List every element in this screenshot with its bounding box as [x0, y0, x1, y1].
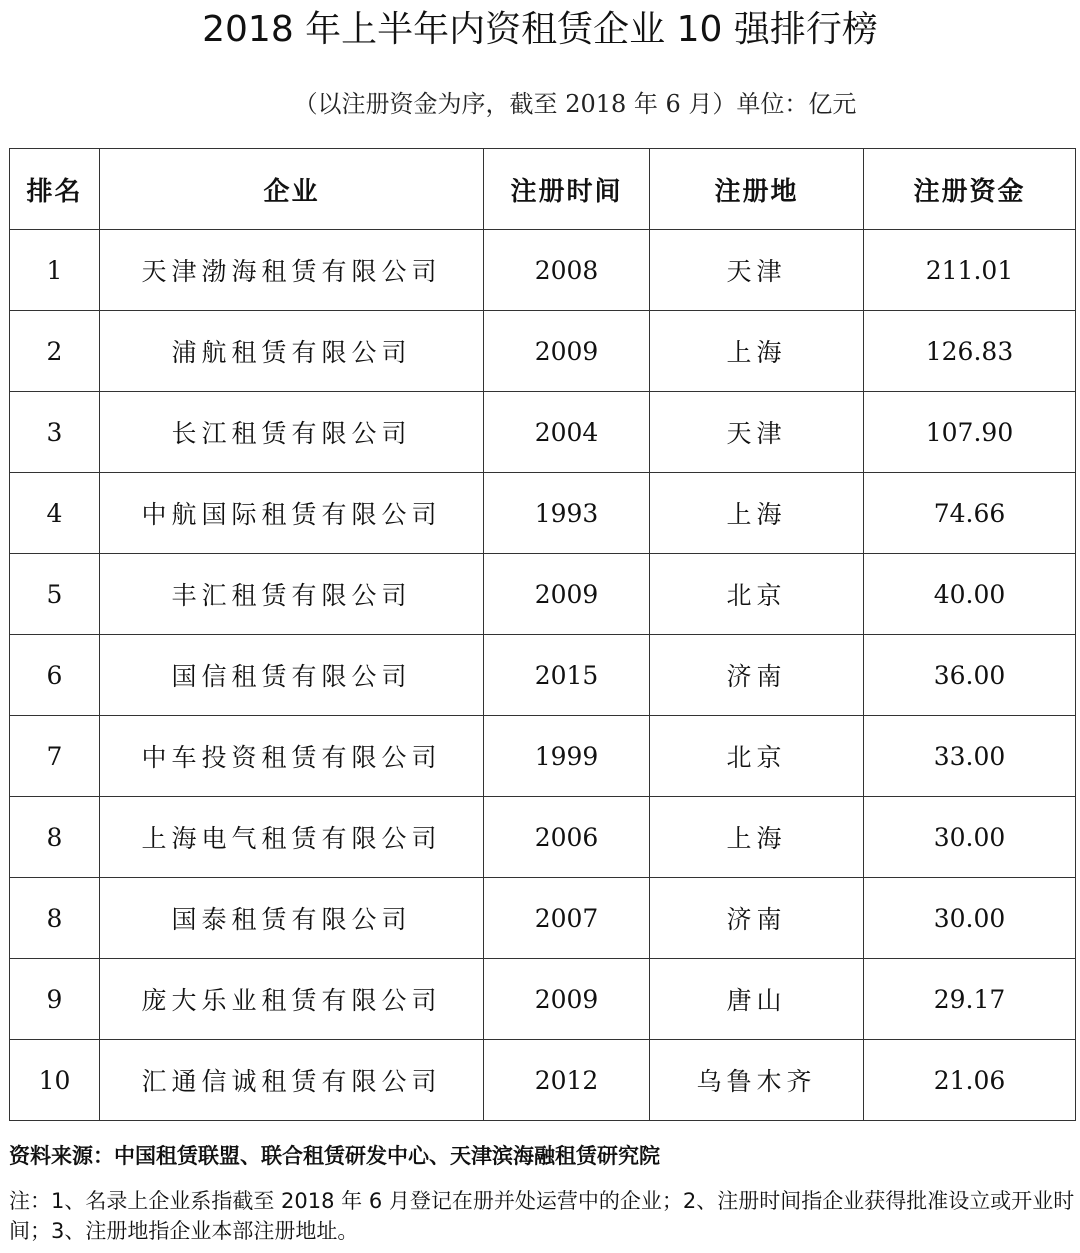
table-row — [10, 554, 1076, 635]
cell-year: 1999 — [484, 716, 650, 797]
cell-company: 上海电气租赁有限公司 — [100, 797, 484, 878]
cell-capital: 107.90 — [864, 392, 1076, 473]
cell-rank: 8 — [10, 878, 100, 959]
cell-location: 天津 — [650, 392, 864, 473]
cell-rank: 9 — [10, 959, 100, 1040]
cell-company: 国泰租赁有限公司 — [100, 878, 484, 959]
cell-rank: 6 — [10, 635, 100, 716]
cell-location: 上海 — [650, 473, 864, 554]
cell-rank: 8 — [10, 797, 100, 878]
cell-location: 乌鲁木齐 — [650, 1040, 864, 1121]
cell-rank: 1 — [10, 230, 100, 311]
table-row — [10, 797, 1076, 878]
cell-company: 天津渤海租赁有限公司 — [100, 230, 484, 311]
cell-capital: 30.00 — [864, 878, 1076, 959]
table-row — [10, 635, 1076, 716]
cell-capital: 21.06 — [864, 1040, 1076, 1121]
cell-company: 长江租赁有限公司 — [100, 392, 484, 473]
cell-company: 国信租赁有限公司 — [100, 635, 484, 716]
cell-year: 2015 — [484, 635, 650, 716]
cell-capital: 29.17 — [864, 959, 1076, 1040]
header-company: 企业 — [100, 149, 484, 230]
cell-year: 2004 — [484, 392, 650, 473]
table-row — [10, 473, 1076, 554]
cell-company: 中航国际租赁有限公司 — [100, 473, 484, 554]
table-row — [10, 959, 1076, 1040]
table-subtitle: （以注册资金为序，截至 2018 年 6 月）单位：亿元 — [293, 90, 857, 118]
cell-company: 庞大乐业租赁有限公司 — [100, 959, 484, 1040]
table-row — [10, 1040, 1076, 1121]
cell-location: 上海 — [650, 797, 864, 878]
table-row — [10, 392, 1076, 473]
cell-company: 汇通信诚租赁有限公司 — [100, 1040, 484, 1121]
table-row — [10, 311, 1076, 392]
cell-rank: 10 — [10, 1040, 100, 1121]
cell-capital: 126.83 — [864, 311, 1076, 392]
cell-year: 2006 — [484, 797, 650, 878]
cell-location: 济南 — [650, 878, 864, 959]
cell-location: 北京 — [650, 716, 864, 797]
cell-location: 天津 — [650, 230, 864, 311]
cell-capital: 36.00 — [864, 635, 1076, 716]
cell-year: 2009 — [484, 311, 650, 392]
cell-year: 2007 — [484, 878, 650, 959]
cell-location: 济南 — [650, 635, 864, 716]
table-header-row — [10, 149, 1076, 230]
header-registration-location: 注册地 — [650, 149, 864, 230]
ranking-table — [9, 148, 1076, 1121]
cell-location: 北京 — [650, 554, 864, 635]
cell-year: 2008 — [484, 230, 650, 311]
cell-rank: 7 — [10, 716, 100, 797]
cell-year: 2009 — [484, 554, 650, 635]
cell-rank: 5 — [10, 554, 100, 635]
table-row — [10, 716, 1076, 797]
cell-rank: 4 — [10, 473, 100, 554]
cell-capital: 30.00 — [864, 797, 1076, 878]
cell-year: 2009 — [484, 959, 650, 1040]
cell-capital: 40.00 — [864, 554, 1076, 635]
cell-company: 中车投资租赁有限公司 — [100, 716, 484, 797]
cell-capital: 33.00 — [864, 716, 1076, 797]
cell-location: 上海 — [650, 311, 864, 392]
cell-rank: 2 — [10, 311, 100, 392]
footnote: 注：1、名录上企业系指截至 2018 年 6 月登记在册并处运营中的企业；2、注册时间指企业获得批准设立或开业时间；3、注册地指企业本部注册地址。 — [9, 1189, 1075, 1243]
header-registered-capital: 注册资金 — [864, 149, 1076, 230]
cell-location: 唐山 — [650, 959, 864, 1040]
cell-capital: 211.01 — [864, 230, 1076, 311]
page-title: 2018 年上半年内资租赁企业 10 强排行榜 — [202, 9, 878, 50]
cell-capital: 74.66 — [864, 473, 1076, 554]
table-row — [10, 230, 1076, 311]
cell-company: 浦航租赁有限公司 — [100, 311, 484, 392]
cell-rank: 3 — [10, 392, 100, 473]
data-source: 资料来源：中国租赁联盟、联合租赁研发中心、天津滨海融租赁研究院 — [9, 1144, 660, 1168]
cell-company: 丰汇租赁有限公司 — [100, 554, 484, 635]
header-rank: 排名 — [10, 149, 100, 230]
header-registration-year: 注册时间 — [484, 149, 650, 230]
cell-year: 2012 — [484, 1040, 650, 1121]
table-row — [10, 878, 1076, 959]
cell-year: 1993 — [484, 473, 650, 554]
